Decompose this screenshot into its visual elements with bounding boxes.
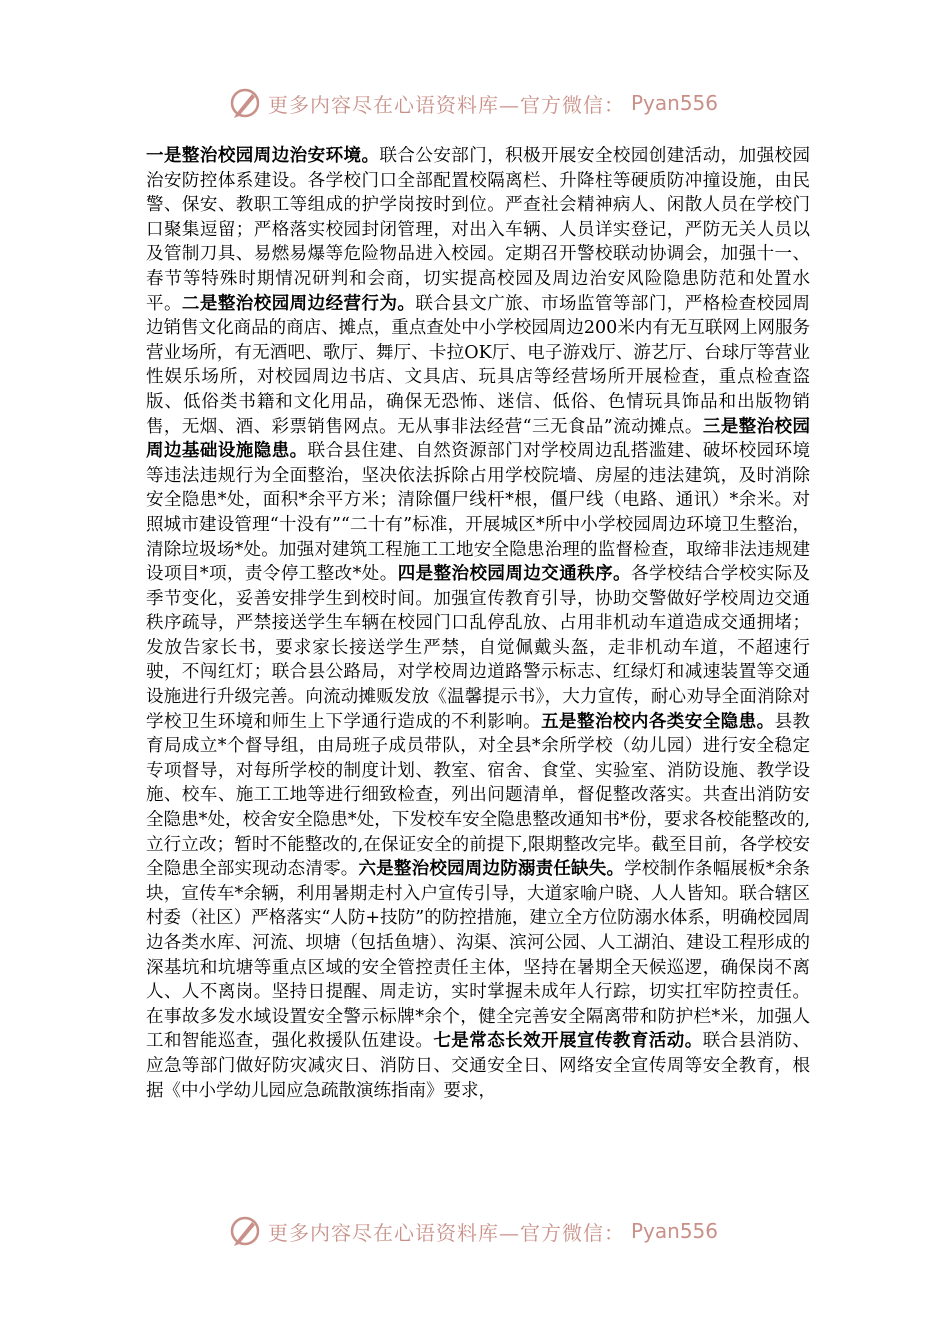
watermark-text: 更多内容尽在心语资料库—官方微信： [268,92,625,117]
section-heading: 二是整治校园周边经营行为。 [181,293,416,314]
pen-logo-icon [228,1214,262,1248]
section-text: 各学校结合学校实际及季节变化，妥善安排学生到校时间。加强宣传教育引导，协助交警做好学校周边交通秩序疏导，严禁接送学生车辆在校园门口乱停乱放、占用非机动车道造成交通拥堵；发放告家长书，要求家长接送学生严禁，自觉佩戴头盔，走非机动车道，不超速行驶，不闯红灯；联合县公路局，对学校周边道路警示标志、红绿灯和减速装置等交通设施进行升级完善。向流动摊贩发放《温馨提示书》，大力宣传，耐心劝导全面消除对学校卫生环境和师生上下学通行造成的不利影响。 [146,564,811,732]
section-text: 联合县消防、应急等部门做好防灾减灾日、消防日、交通安全日、网络安全宣传周等安全教育，根据《中小学幼儿园应急疏散演练指南》要求， [146,1031,811,1101]
section-heading: 五是整治校内各类安全隐患。 [541,711,775,732]
document-body-paragraph [146,144,810,1103]
watermark-footer [228,1211,728,1251]
section-heading: 三是整治校园周边基础设施隐患。 [146,416,810,462]
section-heading: 一是整治校园周边治安环境。 [146,146,380,166]
watermark-header [228,83,728,123]
watermark-text: 更多内容尽在心语资料库—官方微信： [268,1220,625,1245]
section-heading: 六是整治校园周边防溺责任缺失。 [358,859,625,880]
section-text: 县教育局成立*个督导组，由局班子成员带队，对全县*余所学校（幼儿园）进行安全稳定专项督导，对每所学校的制度计划、教室、宿舍、食堂、实验室、消防设施、教学设施、校车、施工工地等进行细致检查，列出问题清单，督促整改落实。共查出消防安全隐患*处，校舍安全隐患*处，下发校车安全隐患整改通知书*份，要求各校能整改的,立行立改；暂时不能整改的,在保证安全的前提下,限期整改完毕。截至目前，各学校安全隐患全部实现动态清零。 [146,711,811,880]
section-text: 联合县文广旅、市场监管等部门，严格检查校园周边销售文化商品的商店、摊点，重点查处中小学校园周边200米内有无互联网上网服务营业场所，有无酒吧、歌厅、舞厅、卡拉OK厅、电子游戏厅、游艺厅、台球厅等营业性娱乐场所，对校园周边书店、文具店、玩具店等经营场所开展检查，重点检查盗版、低俗类书籍和文化用品，确保无恐怖、迷信、低俗、色情玩具饰品和出版物销售，无烟、酒、彩票销售网点。无从事非法经营“三无食品”流动摊点。 [146,293,811,437]
section-text: 联合公安部门，积极开展安全校园创建活动，加强校园治安防控体系建设。各学校门口全部配置校隔离栏、升降柱等硬质防冲撞设施，由民警、保安、教职工等组成的护学岗按时到位。严查社会精神病人、闲散人员在学校门口聚集逗留；严格落实校园封闭管理，对出入车辆、人员详实登记，严防无关人员以及管制刀具、易燃易爆等危险物品进入校园。定期召开警校联动协调会，加强十一、春节等特殊时期情况研判和会商，切实提高校园及周边治安风险隐患防范和处置水平。 [146,146,811,314]
watermark-handle: Pyan556 [631,1219,719,1243]
watermark-handle: Pyan556 [631,91,719,115]
section-text: 学校制作条幅展板*余条块，宣传车*余辆，利用暑期走村入户宣传引导，大道家喻户晓、人人皆知。联合辖区村委（社区）严格落实“人防+技防”的防控措施，建立全方位防溺水体系，明确校园周边各类水库、河流、坝塘（包括鱼塘）、沟渠、滨河公园、人工湖泊、建设工程形成的深基坑和坑塘等重点区域的安全管控责任主体，坚持在暑期全天候巡逻，确保岗不离人、人不离岗。坚持日提醒、周走访，实时掌握未成年人行踪，切实扛牢防控责任。在事故多发水域设置安全警示标牌*余个，健全完善安全隔离带和防护栏*米，加强人工和智能巡查，强化救援队伍建设。 [146,859,811,1052]
section-heading: 四是整治校园周边交通秩序。 [397,564,631,585]
pen-logo-icon [228,86,262,120]
section-heading: 七是常态长效开展宣传教育活动。 [433,1031,703,1052]
section-text: 联合县住建、自然资源部门对学校周边乱搭滥建、破坏校园环境等违法违规行为全面整治，坚决依法拆除占用学校院墙、房屋的违法建筑，及时消除安全隐患*处，面积*余平方米；清除僵尸线杆*根，僵尸线（电路、通讯）*余米。对照城市建设管理“十没有”“二十有”标准，开展城区*所中小学校园周边环境卫生整治，清除垃圾场*处。加强对建筑工程施工工地安全隐患治理的监督检查，取缔非法违规建设项目*项，责令停工整改*处。 [146,441,810,585]
